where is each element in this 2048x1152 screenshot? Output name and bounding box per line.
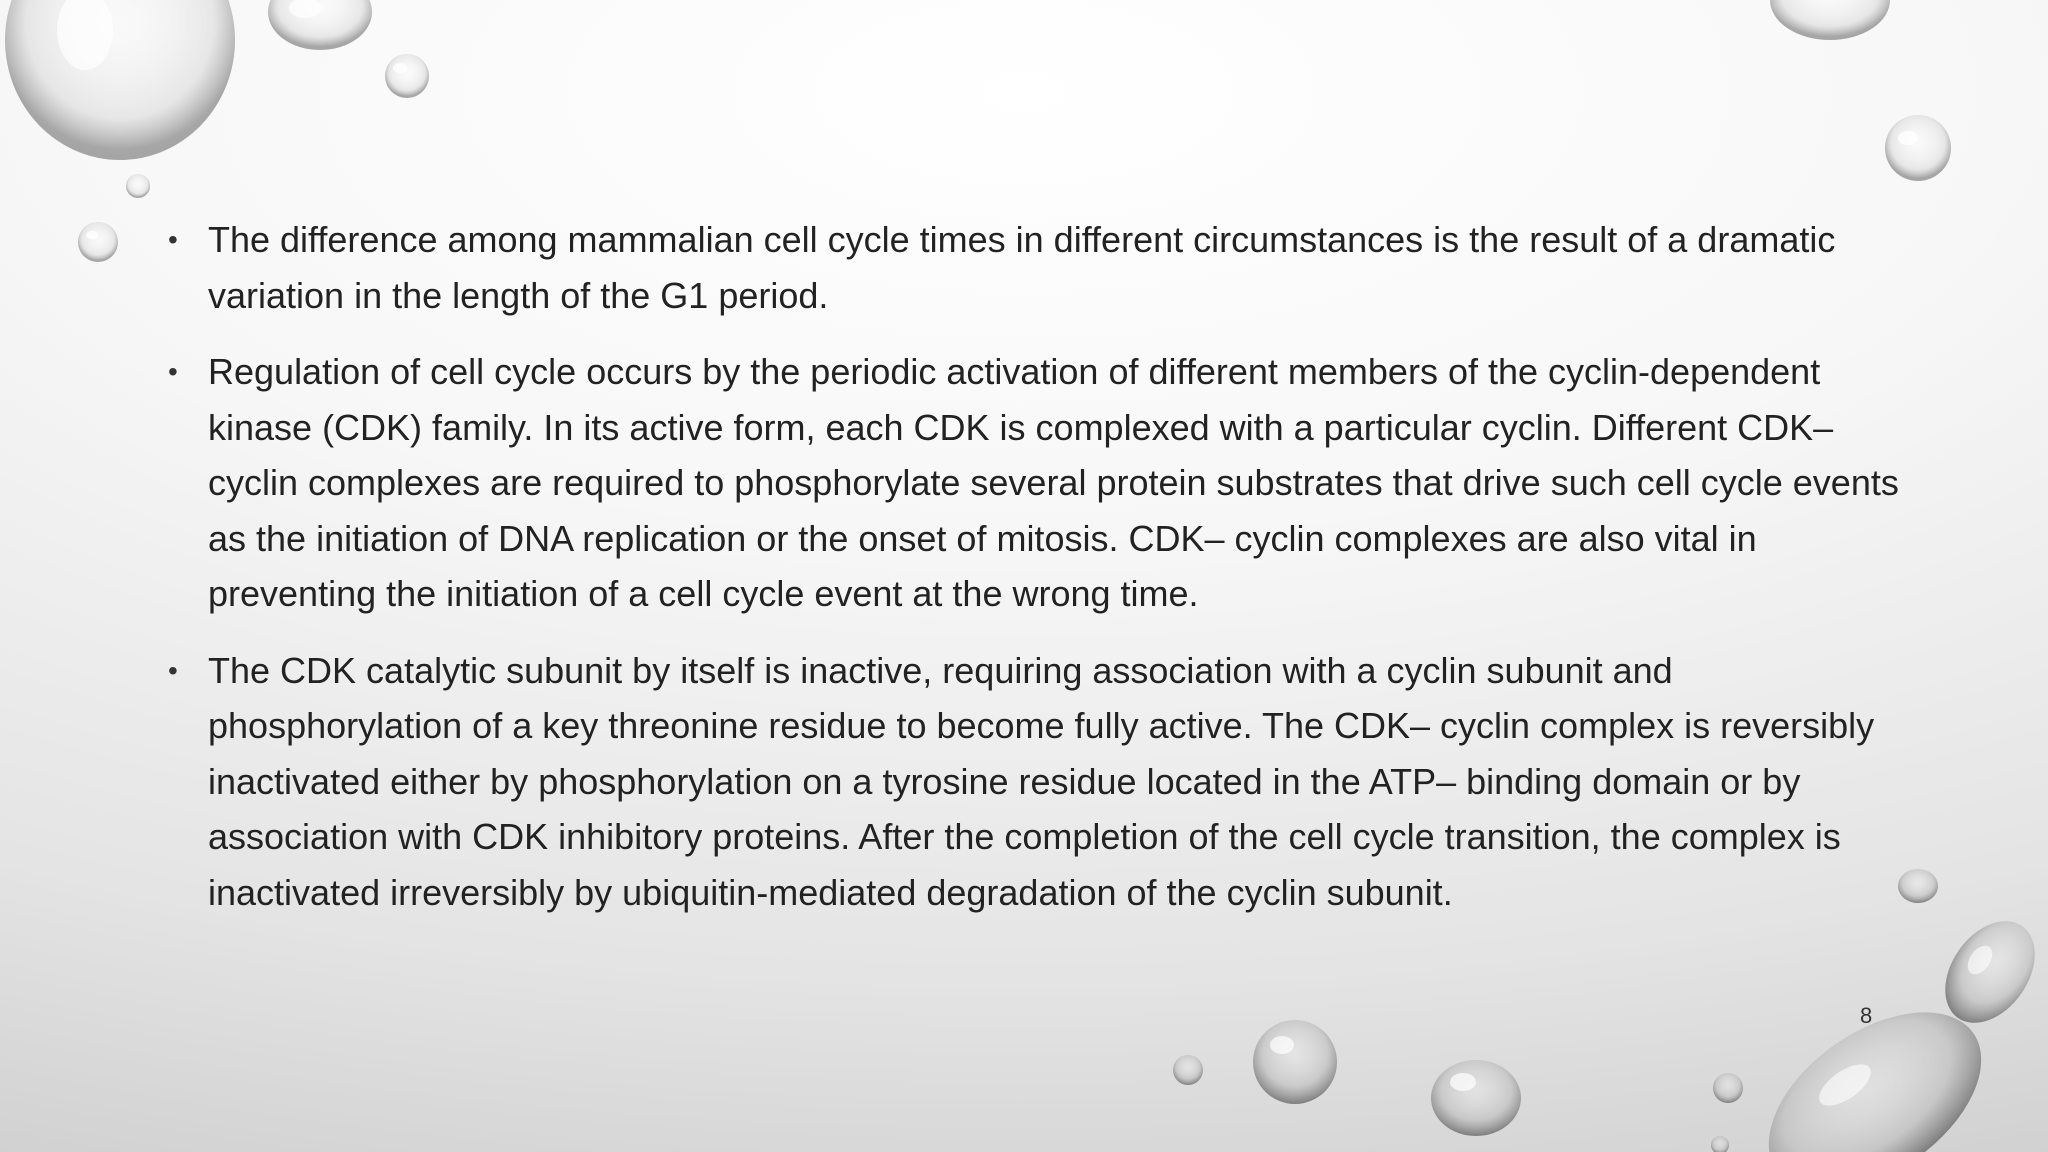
droplet — [1431, 1060, 1521, 1136]
slide-number: 8 — [1860, 1003, 1873, 1028]
bullet-item — [160, 344, 1900, 622]
bullet-text: The CDK catalytic subunit by itself is inactive, requiring association with a cyclin subunit and phosphorylation of a key threonine residue to become fully active. The CDK– cyclin complex is reversibly inactivated either by phosphorylation on a tyrosine residue located in the ATP– binding domain or by association with CDK inhibitory proteins. After the completion of the cell cycle transition, the complex is inactivated irreversibly by ubiquitin-mediated degradation of the cyclin subunit. — [208, 649, 1875, 913]
bullet-text: The difference among mammalian cell cycle times in different circumstances is the result of a dramatic variation in the length of the G1 period. — [208, 219, 1836, 316]
droplet — [1711, 1136, 1729, 1152]
bullet-text: Regulation of cell cycle occurs by the periodic activation of different members of the cyclin-dependent kinase (CDK) family. In its active form, each CDK is complexed with a particular cyclin. Different CDK–cyclin complexes are required to phosphorylate several protein substrates that drive such cell cycle events as the initiation of DNA replication or the onset of mitosis. CDK– cyclin complexes are also vital in preventing the initiation of a cell cycle event at the wrong time. — [208, 351, 1899, 614]
bullet-marker: • — [168, 654, 178, 686]
bullet-list — [160, 212, 1900, 941]
droplet — [1253, 1020, 1337, 1104]
droplet — [1173, 1055, 1203, 1085]
droplet — [1898, 869, 1938, 903]
bullet-marker: • — [168, 224, 178, 255]
droplet — [385, 54, 429, 98]
bullet-item — [160, 212, 1900, 323]
droplet — [268, 0, 372, 50]
bullet-item — [160, 643, 1900, 921]
droplet — [1885, 115, 1951, 181]
bullet-marker: • — [168, 356, 178, 387]
droplet — [1713, 1073, 1743, 1103]
droplet — [5, 0, 235, 160]
droplet — [1770, 0, 1890, 40]
droplet — [78, 222, 118, 262]
droplet — [126, 174, 150, 198]
